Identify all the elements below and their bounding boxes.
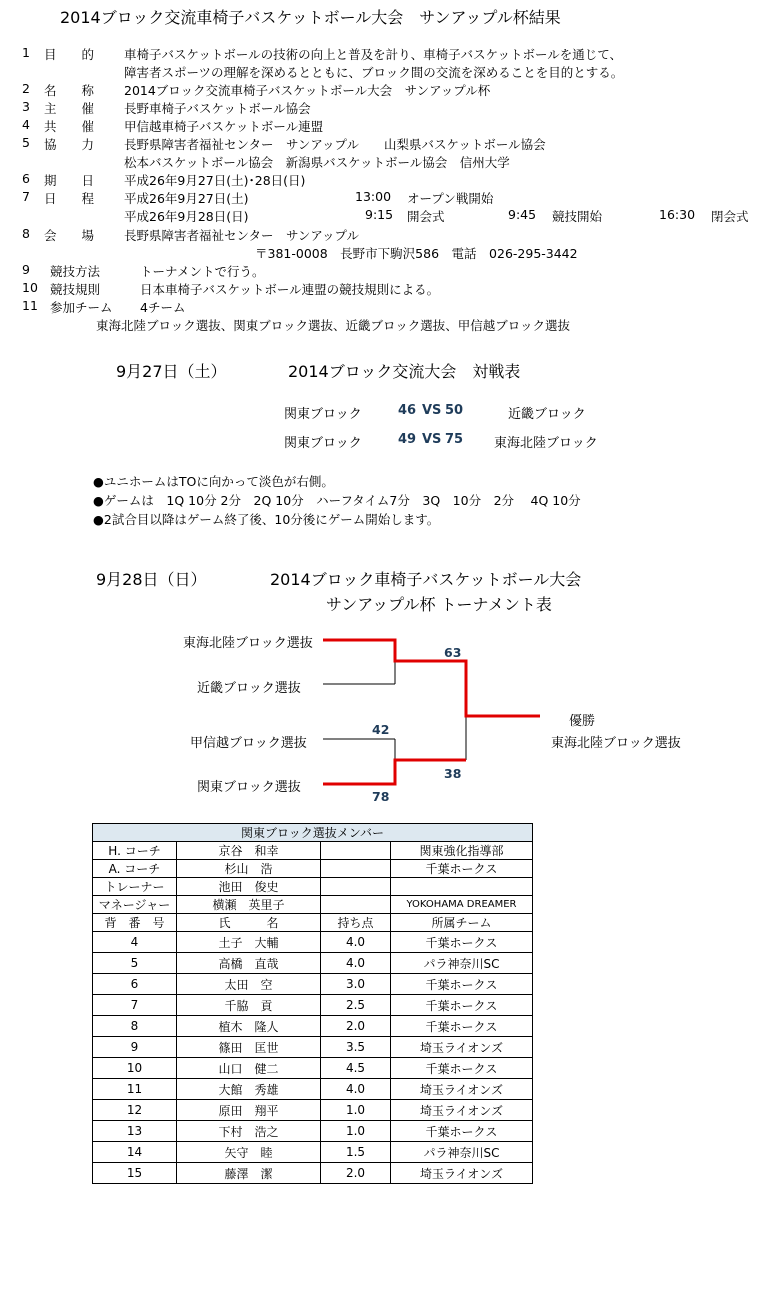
player-number: 8 xyxy=(93,1016,177,1037)
bracket-score: 78 xyxy=(372,789,390,804)
schedule-time: 9:15 xyxy=(365,207,394,222)
champion-team: 東海北陸ブロック選抜 xyxy=(551,736,681,751)
player-points: 4.0 xyxy=(321,1079,391,1100)
info-value: 2014ブロック交流車椅子バスケットボール大会 サンアップル杯 xyxy=(124,83,491,98)
info-value: 平成26年9月28日(日) xyxy=(124,209,249,224)
player-name: 山口 健二 xyxy=(177,1058,321,1079)
player-number: 13 xyxy=(93,1121,177,1142)
info-value: 4チーム xyxy=(140,300,186,315)
staff-role: トレーナー xyxy=(93,878,177,896)
player-team: 埼玉ライオンズ xyxy=(391,1163,533,1184)
info-num: 3 xyxy=(22,99,30,114)
staff-row xyxy=(93,860,533,878)
day2-date: 9月28日（日） xyxy=(96,570,207,589)
player-number: 4 xyxy=(93,932,177,953)
player-number: 9 xyxy=(93,1037,177,1058)
staff-role: H. コーチ xyxy=(93,842,177,860)
table-row xyxy=(93,1058,533,1079)
info-num: 10 xyxy=(22,280,38,295)
player-name: 篠田 匡世 xyxy=(177,1037,321,1058)
staff-team: 関東強化指導部 xyxy=(391,842,533,860)
bracket-team: 近畿ブロック選抜 xyxy=(197,681,301,696)
info-value: 松本バスケットボール協会 新潟県バスケットボール協会 信州大学 xyxy=(124,155,510,170)
staff-empty xyxy=(321,878,391,896)
table-row xyxy=(93,1037,533,1058)
player-name: 植木 隆人 xyxy=(177,1016,321,1037)
staff-row xyxy=(93,878,533,896)
match-score-b: 75 xyxy=(445,432,464,447)
staff-team: 千葉ホークス xyxy=(391,860,533,878)
note: ●2試合目以降はゲーム終了後、10分後にゲーム開始します。 xyxy=(93,512,440,527)
player-points: 2.0 xyxy=(321,1016,391,1037)
match-score-b: 50 xyxy=(445,403,464,418)
day1-title: 2014ブロック交流大会 対戦表 xyxy=(288,362,521,381)
player-team: 埼玉ライオンズ xyxy=(391,1100,533,1121)
match-team-b: 東海北陸ブロック xyxy=(494,436,598,451)
player-number: 10 xyxy=(93,1058,177,1079)
info-label: 名 称 xyxy=(44,83,95,98)
note: ●ユニホームはTOに向かって淡色が右側。 xyxy=(93,474,334,489)
player-team: 千葉ホークス xyxy=(391,974,533,995)
table-row xyxy=(93,953,533,974)
player-points: 3.0 xyxy=(321,974,391,995)
info-value: 障害者スポーツの理解を深めるとともに、ブロック間の交流を深めることを目的とする。 xyxy=(124,65,624,80)
note: ●ゲームは 1Q 10分 2分 2Q 10分 ハーフタイム7分 3Q 10分 2分 4Q 10分 xyxy=(93,493,581,508)
player-points: 2.0 xyxy=(321,1163,391,1184)
col-header-team: 所属チーム xyxy=(391,914,533,932)
header-row xyxy=(93,914,533,932)
staff-role: マネージャー xyxy=(93,896,177,914)
info-value: 東海北陸ブロック選抜、関東ブロック選抜、近畿ブロック選抜、甲信越ブロック選抜 xyxy=(96,318,571,333)
winner-path-final xyxy=(323,640,540,716)
player-points: 3.5 xyxy=(321,1037,391,1058)
match-vs: VS xyxy=(422,403,442,418)
player-number: 6 xyxy=(93,974,177,995)
info-label: 競技方法 xyxy=(50,264,101,279)
info-value: 長野県障害者福祉センター サンアップル xyxy=(124,228,360,243)
player-number: 14 xyxy=(93,1142,177,1163)
info-label: 期 日 xyxy=(44,173,95,188)
player-number: 15 xyxy=(93,1163,177,1184)
match-score-a: 46 xyxy=(398,403,417,418)
player-name: 土子 大輔 xyxy=(177,932,321,953)
schedule-event: オープン戦開始 xyxy=(407,191,494,206)
info-num: 5 xyxy=(22,135,30,150)
staff-name: 池田 俊史 xyxy=(177,878,321,896)
staff-row xyxy=(93,842,533,860)
player-points: 1.0 xyxy=(321,1100,391,1121)
match-team-a: 関東ブロック xyxy=(284,407,362,422)
info-label: 参加チーム xyxy=(50,300,113,315)
table-row xyxy=(93,1142,533,1163)
table-row xyxy=(93,1016,533,1037)
info-label: 主 催 xyxy=(44,101,95,116)
match-vs: VS xyxy=(422,432,442,447)
info-label: 目 的 xyxy=(44,47,95,62)
schedule-event: 閉会式 xyxy=(711,209,749,224)
player-name: 原田 翔平 xyxy=(177,1100,321,1121)
player-team: パラ神奈川SC xyxy=(391,953,533,974)
table-row xyxy=(93,1100,533,1121)
player-name: 高橋 直哉 xyxy=(177,953,321,974)
info-value: 長野車椅子バスケットボール協会 xyxy=(124,101,311,116)
player-points: 2.5 xyxy=(321,995,391,1016)
roster-title: 関東ブロック選抜メンバー xyxy=(93,824,533,842)
info-value: 日本車椅子バスケットボール連盟の競技規則による。 xyxy=(140,282,440,297)
schedule-time: 9:45 xyxy=(508,207,537,222)
table-row xyxy=(93,974,533,995)
player-number: 12 xyxy=(93,1100,177,1121)
player-number: 11 xyxy=(93,1079,177,1100)
player-name: 下村 浩之 xyxy=(177,1121,321,1142)
staff-name: 京谷 和幸 xyxy=(177,842,321,860)
info-value: 長野県障害者福祉センター サンアップル 山梨県バスケットボール協会 xyxy=(124,137,546,152)
table-row xyxy=(93,1079,533,1100)
info-value: 平成26年9月27日(土)･28日(日) xyxy=(124,173,306,188)
table-row xyxy=(93,932,533,953)
info-value: 〒381-0008 長野市下駒沢586 電話 026-295-3442 xyxy=(255,246,578,261)
bracket-score: 38 xyxy=(444,766,462,781)
player-number: 7 xyxy=(93,995,177,1016)
staff-row xyxy=(93,896,533,914)
info-num: 9 xyxy=(22,262,30,277)
col-header-number: 背 番 号 xyxy=(93,914,177,932)
staff-empty xyxy=(321,860,391,878)
day2-subtitle: サンアップル杯 トーナメント表 xyxy=(326,595,552,614)
schedule-event: 競技開始 xyxy=(552,209,603,224)
schedule-time: 16:30 xyxy=(659,207,696,222)
player-name: 矢守 睦 xyxy=(177,1142,321,1163)
info-label: 競技規則 xyxy=(50,282,101,297)
table-row xyxy=(93,1121,533,1142)
player-points: 4.5 xyxy=(321,1058,391,1079)
bracket-team: 東海北陸ブロック選抜 xyxy=(183,636,313,651)
player-team: 埼玉ライオンズ xyxy=(391,1037,533,1058)
info-num: 1 xyxy=(22,45,30,60)
info-num: 4 xyxy=(22,117,30,132)
match-team-a: 関東ブロック xyxy=(284,436,362,451)
match-score-a: 49 xyxy=(398,432,417,447)
col-header-points: 持ち点 xyxy=(321,914,391,932)
champion-label: 優勝 xyxy=(569,714,596,729)
col-header-name: 氏 名 xyxy=(177,914,321,932)
bracket-score: 63 xyxy=(444,645,462,660)
info-num: 2 xyxy=(22,81,30,96)
player-name: 大館 秀雄 xyxy=(177,1079,321,1100)
staff-name: 杉山 浩 xyxy=(177,860,321,878)
staff-empty xyxy=(321,842,391,860)
table-title-row xyxy=(93,824,533,842)
day2-title: 2014ブロック車椅子バスケットボール大会 xyxy=(270,570,582,589)
bracket-team: 関東ブロック選抜 xyxy=(197,780,301,795)
info-label: 日 程 xyxy=(44,191,95,206)
player-name: 千脇 貢 xyxy=(177,995,321,1016)
player-team: 千葉ホークス xyxy=(391,1058,533,1079)
info-label: 共 催 xyxy=(44,119,95,134)
player-name: 藤澤 潔 xyxy=(177,1163,321,1184)
roster-table xyxy=(92,823,533,1184)
bracket-score: 42 xyxy=(372,722,390,737)
staff-empty xyxy=(321,896,391,914)
info-label: 協 力 xyxy=(44,137,95,152)
info-num: 6 xyxy=(22,171,30,186)
staff-team: YOKOHAMA DREAMER xyxy=(391,896,533,914)
staff-team xyxy=(391,878,533,896)
match-team-b: 近畿ブロック xyxy=(508,407,586,422)
player-team: パラ神奈川SC xyxy=(391,1142,533,1163)
player-points: 1.0 xyxy=(321,1121,391,1142)
player-team: 千葉ホークス xyxy=(391,995,533,1016)
table-row xyxy=(93,995,533,1016)
info-value: 甲信越車椅子バスケットボール連盟 xyxy=(124,119,324,134)
schedule-event: 開会式 xyxy=(407,209,445,224)
page-title: 2014ブロック交流車椅子バスケットボール大会 サンアップル杯結果 xyxy=(60,8,561,27)
player-name: 太田 空 xyxy=(177,974,321,995)
table-row xyxy=(93,1163,533,1184)
schedule-time: 13:00 xyxy=(355,189,392,204)
player-points: 4.0 xyxy=(321,953,391,974)
bracket-team: 甲信越ブロック選抜 xyxy=(190,736,307,751)
player-team: 千葉ホークス xyxy=(391,1121,533,1142)
player-team: 埼玉ライオンズ xyxy=(391,1079,533,1100)
staff-name: 横瀬 英里子 xyxy=(177,896,321,914)
info-num: 11 xyxy=(22,298,38,313)
info-value: トーナメントで行う。 xyxy=(140,264,265,279)
info-value: 車椅子バスケットボールの技術の向上と普及を計り、車椅子バスケットボールを通じて、 xyxy=(124,47,623,62)
player-points: 1.5 xyxy=(321,1142,391,1163)
player-team: 千葉ホークス xyxy=(391,1016,533,1037)
staff-role: A. コーチ xyxy=(93,860,177,878)
player-team: 千葉ホークス xyxy=(391,932,533,953)
info-num: 7 xyxy=(22,189,30,204)
day1-date: 9月27日（土） xyxy=(116,362,227,381)
info-label: 会 場 xyxy=(44,228,95,243)
info-value: 平成26年9月27日(土) xyxy=(124,191,249,206)
info-num: 8 xyxy=(22,226,30,241)
player-points: 4.0 xyxy=(321,932,391,953)
player-number: 5 xyxy=(93,953,177,974)
